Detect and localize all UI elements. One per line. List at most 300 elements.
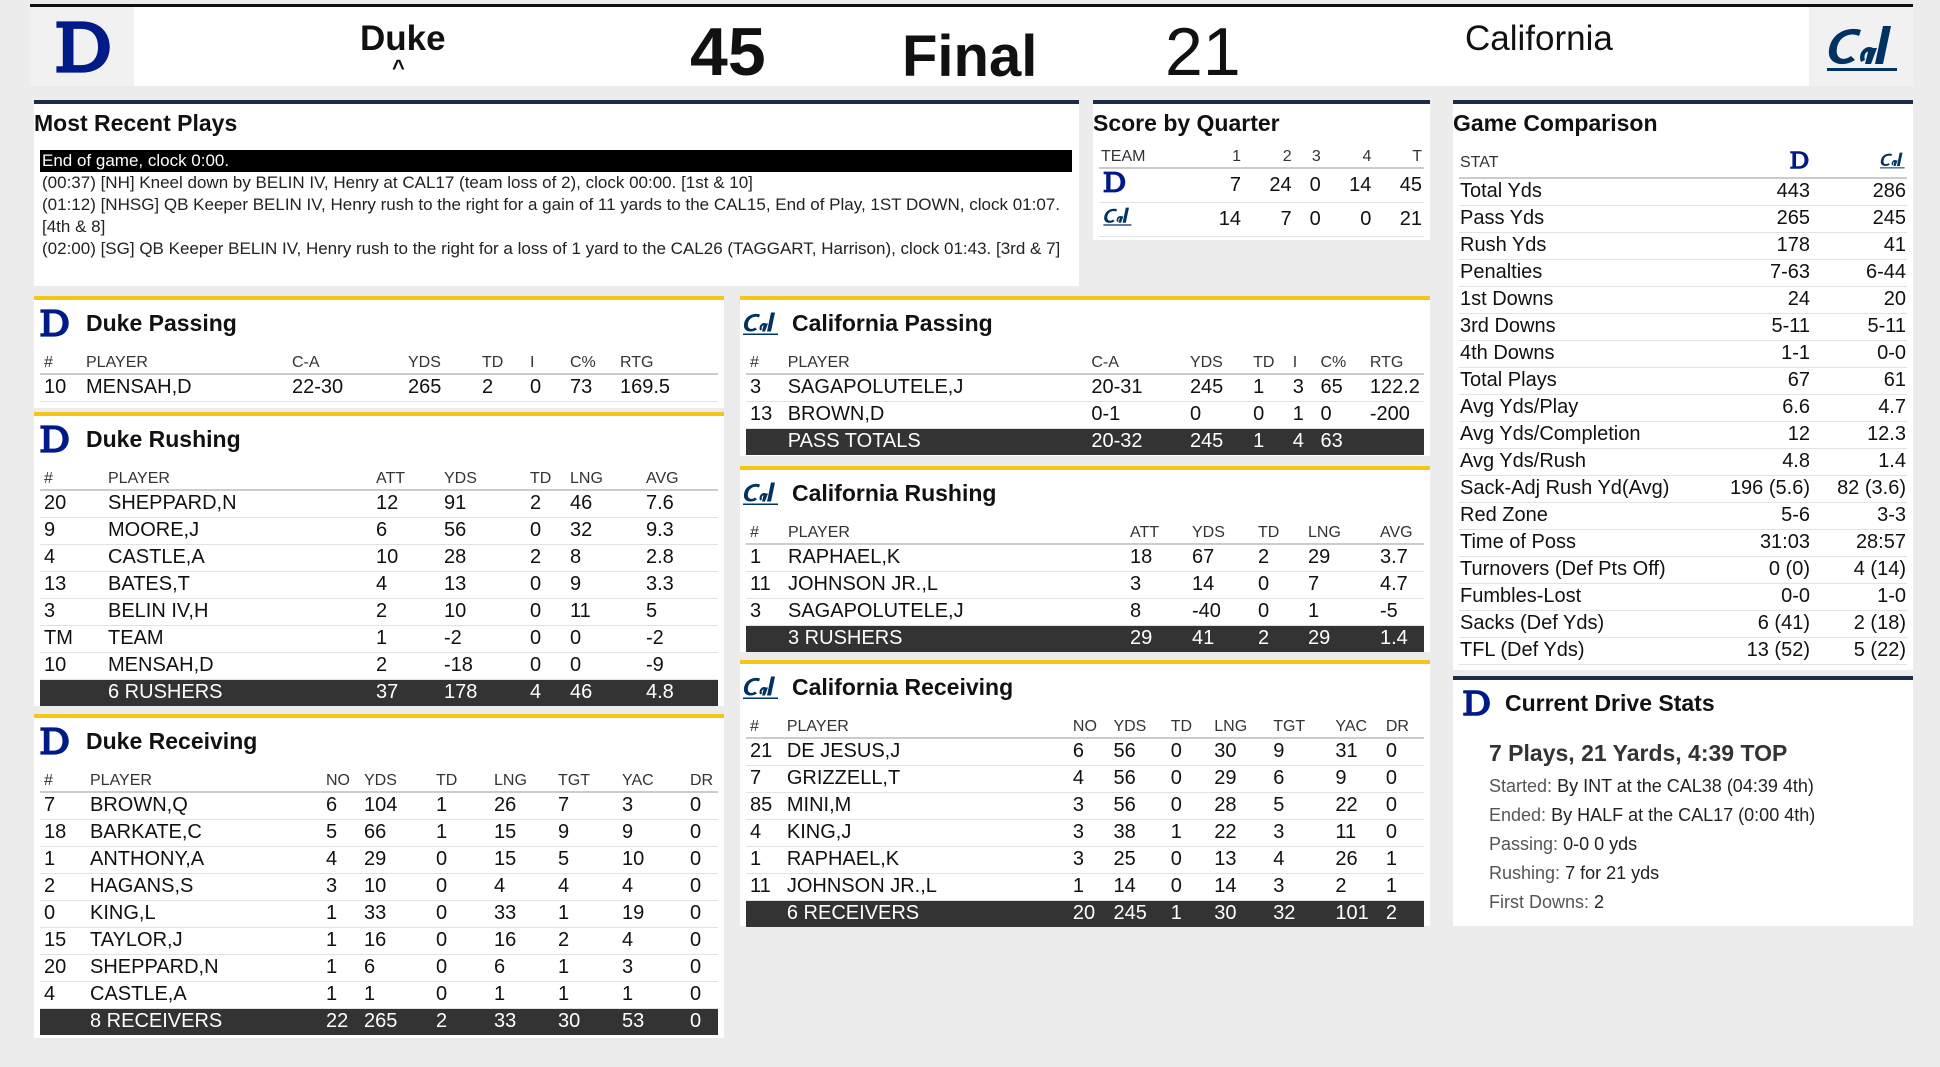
table-cell: 4 (1269, 846, 1331, 873)
table-cell: 1 (554, 900, 618, 927)
table-cell: 16 (490, 927, 554, 954)
table-cell: 1 (432, 792, 490, 819)
table-cell: 3 (1126, 571, 1188, 598)
total-cell: 265 (360, 1008, 432, 1035)
total-cell: 245 (1109, 900, 1166, 927)
col-header: YAC (1331, 716, 1381, 738)
table-row (1459, 178, 1907, 205)
chevron-up-icon[interactable]: ^ (392, 55, 405, 80)
duke-value: 0 (0) (1715, 556, 1811, 583)
total-row (746, 428, 1424, 455)
plays-list (40, 150, 1072, 260)
table-row (40, 571, 718, 598)
score-cell: 0 (1294, 168, 1323, 202)
col-header: TD (432, 770, 490, 792)
table-row (746, 374, 1424, 401)
table-cell: GRIZZELL,T (783, 765, 1069, 792)
total-cell: 1.4 (1376, 625, 1424, 652)
table-cell: -5 (1376, 598, 1424, 625)
table-cell: 5 (1269, 792, 1331, 819)
duke-passing-panel (34, 296, 724, 408)
table-cell: 0 (686, 819, 718, 846)
col-header: # (40, 352, 82, 374)
drive-first-downs (1489, 892, 1604, 913)
cal-script-logo-icon (740, 476, 780, 510)
table-cell: 0 (526, 517, 566, 544)
col-header: # (746, 352, 784, 374)
cal-value: 82 (3.6) (1811, 475, 1907, 502)
table-cell: 4.7 (1376, 571, 1424, 598)
total-cell: 6 RECEIVERS (783, 900, 1069, 927)
table-cell: RAPHAEL,K (784, 544, 1126, 571)
table-cell: 1 (1069, 873, 1110, 900)
cal-value: 6-44 (1811, 259, 1907, 286)
table-cell: 56 (440, 517, 526, 544)
table-row (40, 652, 718, 679)
table-cell: 65 (1316, 374, 1365, 401)
table-cell: 0 (686, 873, 718, 900)
panel-title-text: Duke Receiving (86, 727, 258, 754)
table-cell: 0 (1382, 819, 1424, 846)
stats-table (40, 770, 718, 1035)
total-row (40, 1008, 718, 1035)
scoreboard-header (30, 4, 1913, 90)
table-cell: 3 (1269, 873, 1331, 900)
duke-rushing-panel (34, 412, 724, 706)
team-cell (1099, 168, 1192, 202)
table-row (1459, 421, 1907, 448)
table-cell: 0 (432, 846, 490, 873)
table-cell: 66 (360, 819, 432, 846)
col-header: YDS (1109, 716, 1166, 738)
col-header: LNG (566, 468, 642, 490)
stat-label: 3rd Downs (1459, 313, 1715, 340)
total-cell: 2 (1254, 625, 1304, 652)
cal-value: 12.3 (1811, 421, 1907, 448)
table-cell: 4 (40, 981, 86, 1008)
play-item: End of game, clock 0:00. (40, 150, 1072, 172)
table-cell: 2 (40, 873, 86, 900)
table-cell: 1 (40, 846, 86, 873)
table-row (40, 981, 718, 1008)
table-cell: 0 (432, 927, 490, 954)
table-cell: 0 (1167, 765, 1211, 792)
table-cell: 2 (372, 598, 440, 625)
table-cell: 91 (440, 490, 526, 517)
table-row (1459, 367, 1907, 394)
col-header: 3 (1294, 146, 1323, 168)
table-row (1459, 394, 1907, 421)
table-cell: 3 (618, 954, 686, 981)
table-cell: 9 (1331, 765, 1381, 792)
cal-logo[interactable] (1809, 7, 1913, 86)
stat-label: Time of Poss (1459, 529, 1715, 556)
drive-passing-label: Passing: (1489, 834, 1559, 854)
drive-passing-value: 0-0 0 yds (1563, 834, 1638, 854)
table-cell: 13 (746, 401, 784, 428)
table-cell: 0 (526, 374, 566, 401)
table-cell: 0 (1254, 598, 1304, 625)
table-cell: 7 (554, 792, 618, 819)
total-cell: 41 (1188, 625, 1254, 652)
table-row (1459, 340, 1907, 367)
table-cell: MENSAH,D (82, 374, 288, 401)
table-header-row (746, 716, 1424, 738)
col-header: STAT (1459, 148, 1715, 178)
table-cell: SAGAPOLUTELE,J (784, 374, 1088, 401)
table-cell: 1 (1304, 598, 1376, 625)
table-cell: 4 (554, 873, 618, 900)
team-b-score: 21 (1165, 14, 1241, 90)
table-cell: DE JESUS,J (783, 738, 1069, 765)
stat-label: Total Plays (1459, 367, 1715, 394)
table-cell: 265 (404, 374, 478, 401)
total-cell (746, 900, 783, 927)
most-recent-plays-panel (34, 100, 1079, 286)
col-header-duke (1715, 148, 1811, 178)
duke-logo[interactable] (30, 7, 134, 86)
stat-label: Total Yds (1459, 178, 1715, 205)
total-cell: 245 (1186, 428, 1249, 455)
drive-first-downs-value: 2 (1594, 892, 1605, 912)
col-header: TD (478, 352, 526, 374)
table-cell: 6 (322, 792, 360, 819)
table-cell: 0 (1167, 873, 1211, 900)
duke-value: 196 (5.6) (1715, 475, 1811, 502)
table-row (40, 490, 718, 517)
total-cell: 6 RUSHERS (104, 679, 372, 706)
table-cell: 32 (566, 517, 642, 544)
table-cell: 0 (526, 652, 566, 679)
panel-title: Score by Quarter (1093, 110, 1280, 136)
col-header: AVG (1376, 522, 1424, 544)
col-header: 4 (1323, 146, 1374, 168)
total-cell: 46 (566, 679, 642, 706)
table-cell: 0 (686, 927, 718, 954)
col-header: ATT (372, 468, 440, 490)
cal-rushing-panel (740, 466, 1430, 652)
stat-label: Sack-Adj Rush Yd(Avg) (1459, 475, 1715, 502)
table-row (1459, 556, 1907, 583)
table-row (1099, 202, 1424, 236)
table-cell: 4 (322, 846, 360, 873)
table-row (40, 873, 718, 900)
col-header: C-A (1087, 352, 1186, 374)
team-b-name[interactable]: California (1465, 19, 1613, 58)
table-cell: 10 (372, 544, 440, 571)
table-cell: TEAM (104, 625, 372, 652)
table-cell: -40 (1188, 598, 1254, 625)
total-cell: 178 (440, 679, 526, 706)
table-cell: 1 (322, 900, 360, 927)
panel-title-text: Duke Passing (86, 309, 237, 336)
total-cell: 22 (322, 1008, 360, 1035)
table-cell: 5 (322, 819, 360, 846)
col-header: DR (1382, 716, 1424, 738)
table-cell: 1 (322, 954, 360, 981)
total-row (40, 679, 718, 706)
table-row (40, 625, 718, 652)
team-a-score: 45 (690, 14, 766, 90)
drive-rushing-value: 7 for 21 yds (1565, 863, 1660, 883)
table-cell: JOHNSON JR.,L (783, 873, 1069, 900)
score-cell: 14 (1192, 202, 1243, 236)
table-cell: 7.6 (642, 490, 718, 517)
table-cell: MOORE,J (104, 517, 372, 544)
duke-value: 5-11 (1715, 313, 1811, 340)
col-header: PLAYER (82, 352, 288, 374)
table-cell: 1 (554, 981, 618, 1008)
panel-title (34, 306, 237, 340)
total-cell (40, 679, 104, 706)
table-cell: 29 (1210, 765, 1269, 792)
panel-title-text: California Receiving (792, 673, 1014, 700)
table-cell: KING,L (86, 900, 322, 927)
table-cell: BARKATE,C (86, 819, 322, 846)
table-row (746, 401, 1424, 428)
duke-value: 67 (1715, 367, 1811, 394)
duke-value: 6.6 (1715, 394, 1811, 421)
total-cell: 32 (1269, 900, 1331, 927)
table-cell: -2 (642, 625, 718, 652)
col-header: 2 (1243, 146, 1294, 168)
col-header: PLAYER (784, 522, 1126, 544)
duke-value: 31:03 (1715, 529, 1811, 556)
score-cell: 24 (1243, 168, 1294, 202)
table-cell: 0 (1167, 738, 1211, 765)
table-cell: 0 (40, 900, 86, 927)
table-cell: 10 (440, 598, 526, 625)
table-cell: 4 (490, 873, 554, 900)
table-cell: 0 (686, 954, 718, 981)
table-cell: 14 (1188, 571, 1254, 598)
table-cell: 122.2 (1366, 374, 1424, 401)
drive-rushing-label: Rushing: (1489, 863, 1561, 883)
table-cell: 13 (1210, 846, 1269, 873)
table-cell: 3 (618, 792, 686, 819)
table-row (746, 846, 1424, 873)
total-cell: PASS TOTALS (784, 428, 1088, 455)
col-header: RTG (1366, 352, 1424, 374)
table-cell: 245 (1186, 374, 1249, 401)
table-cell: 29 (1304, 544, 1376, 571)
team-a-name[interactable]: Duke (360, 19, 446, 58)
table-cell: 0 (1382, 765, 1424, 792)
table-row (746, 819, 1424, 846)
score-cell: 7 (1192, 168, 1243, 202)
table-cell: 6 (1069, 738, 1110, 765)
table-cell: 28 (440, 544, 526, 571)
total-cell: 20 (1069, 900, 1110, 927)
drive-started-label: Started: (1489, 776, 1553, 796)
play-item: (00:37) [NH] Kneel down by BELIN IV, Henry at CAL17 (team loss of 2), clock 00:00. [1st & 10] (42, 173, 753, 192)
table-cell: 22 (1210, 819, 1269, 846)
table-cell: 6 (372, 517, 440, 544)
col-header-cal (1811, 148, 1907, 178)
play-item: (01:12) [NHSG] QB Keeper BELIN IV, Henry rush to the right for a gain of 11 yards to the CAL15, End of Play, 1ST DOWN, clock 01:07. [4th & 8] (42, 195, 1060, 236)
table-cell: 1 (746, 544, 784, 571)
table-cell: 0 (686, 981, 718, 1008)
table-cell: 6 (360, 954, 432, 981)
duke-value: 1-1 (1715, 340, 1811, 367)
table-cell: 9 (618, 819, 686, 846)
table-cell: 15 (40, 927, 86, 954)
table-cell: 30 (1210, 738, 1269, 765)
table-row (1459, 313, 1907, 340)
table-cell: 0 (432, 873, 490, 900)
table-cell: BROWN,Q (86, 792, 322, 819)
table-cell: 33 (360, 900, 432, 927)
duke-value: 24 (1715, 286, 1811, 313)
table-cell: 6 (1269, 765, 1331, 792)
table-cell: 3 (40, 598, 104, 625)
panel-title (34, 724, 257, 758)
col-header: ATT (1126, 522, 1188, 544)
col-header: TGT (554, 770, 618, 792)
table-row (1459, 583, 1907, 610)
duke-value: 265 (1715, 205, 1811, 232)
stats-table (40, 352, 718, 402)
current-drive-panel (1453, 676, 1913, 926)
table-cell: 85 (746, 792, 783, 819)
col-header: LNG (490, 770, 554, 792)
table-cell: 1 (1382, 846, 1424, 873)
table-cell: 28 (1210, 792, 1269, 819)
cal-script-logo-icon (1821, 19, 1901, 75)
stat-label: Turnovers (Def Pts Off) (1459, 556, 1715, 583)
stat-label: Pass Yds (1459, 205, 1715, 232)
table-row (1099, 168, 1424, 202)
col-header: LNG (1304, 522, 1376, 544)
col-header: # (40, 770, 86, 792)
table-cell: 5 (642, 598, 718, 625)
cal-value: 4 (14) (1811, 556, 1907, 583)
game-comparison-table (1459, 148, 1907, 665)
table-cell: 0 (526, 571, 566, 598)
total-cell: 8 RECEIVERS (86, 1008, 322, 1035)
table-cell: SHEPPARD,N (86, 954, 322, 981)
duke-d-logo-icon (34, 422, 74, 456)
stat-label: Avg Yds/Play (1459, 394, 1715, 421)
panel-title (34, 422, 241, 456)
table-cell: 0 (1382, 738, 1424, 765)
duke-d-logo-icon (50, 15, 114, 79)
table-cell: 0 (1316, 401, 1365, 428)
table-cell: 31 (1331, 738, 1381, 765)
col-header: # (746, 716, 783, 738)
duke-value: 13 (52) (1715, 637, 1811, 664)
total-cell (40, 1008, 86, 1035)
total-cell: 29 (1304, 625, 1376, 652)
table-cell: 11 (746, 873, 783, 900)
drive-rushing (1489, 863, 1659, 884)
total-cell: 53 (618, 1008, 686, 1035)
panel-title (740, 476, 996, 510)
cal-value: 245 (1811, 205, 1907, 232)
table-cell: 9 (554, 819, 618, 846)
table-cell: 22 (1331, 792, 1381, 819)
table-cell: BROWN,D (784, 401, 1088, 428)
cal-script-logo-icon (1878, 150, 1906, 170)
table-row (40, 846, 718, 873)
table-cell: CASTLE,A (86, 981, 322, 1008)
stat-label: TFL (Def Yds) (1459, 637, 1715, 664)
table-cell: 1 (360, 981, 432, 1008)
table-cell: 3 (746, 374, 784, 401)
total-cell (746, 625, 784, 652)
table-cell: 21 (746, 738, 783, 765)
table-row (40, 819, 718, 846)
table-cell: 26 (1331, 846, 1381, 873)
table-cell: 9 (40, 517, 104, 544)
stat-label: Penalties (1459, 259, 1715, 286)
panel-title-text: California Passing (792, 309, 993, 336)
table-cell: 11 (1331, 819, 1381, 846)
cal-value: 5-11 (1811, 313, 1907, 340)
table-cell: 67 (1188, 544, 1254, 571)
col-header: TEAM (1099, 146, 1192, 168)
table-cell: -9 (642, 652, 718, 679)
panel-title (1459, 686, 1715, 720)
col-header: C% (1316, 352, 1365, 374)
table-cell: 2 (1331, 873, 1381, 900)
table-row (1459, 529, 1907, 556)
cal-value: 41 (1811, 232, 1907, 259)
panel-title (740, 670, 1013, 704)
table-cell: 2 (526, 490, 566, 517)
table-cell: 4 (40, 544, 104, 571)
table-cell: HAGANS,S (86, 873, 322, 900)
cal-value: 1-0 (1811, 583, 1907, 610)
table-cell: 3.7 (1376, 544, 1424, 571)
table-cell: 8 (1126, 598, 1188, 625)
col-header: NO (322, 770, 360, 792)
table-cell: -18 (440, 652, 526, 679)
table-cell: 1 (322, 927, 360, 954)
panel-title: Most Recent Plays (34, 110, 238, 136)
drive-headline: 7 Plays, 21 Yards, 4:39 TOP (1489, 740, 1788, 766)
table-row (40, 927, 718, 954)
stat-label: Fumbles-Lost (1459, 583, 1715, 610)
total-row (746, 625, 1424, 652)
total-cell: 20-32 (1087, 428, 1186, 455)
duke-d-logo-icon (1101, 169, 1127, 195)
col-header: YDS (360, 770, 432, 792)
stat-label: Avg Yds/Completion (1459, 421, 1715, 448)
table-cell: 20 (40, 954, 86, 981)
game-status: Final (902, 24, 1038, 89)
table-row (746, 544, 1424, 571)
table-cell: 169.5 (616, 374, 718, 401)
duke-receiving-panel (34, 714, 724, 1038)
table-cell: TAYLOR,J (86, 927, 322, 954)
table-cell: 22-30 (288, 374, 404, 401)
cal-value: 0-0 (1811, 340, 1907, 367)
drive-started-value: By INT at the CAL38 (04:39 4th) (1557, 776, 1814, 796)
table-cell: 20-31 (1087, 374, 1186, 401)
col-header: AVG (642, 468, 718, 490)
table-cell: 73 (566, 374, 616, 401)
stats-table (746, 352, 1424, 455)
panel-title (740, 306, 993, 340)
table-cell: 1 (372, 625, 440, 652)
table-cell: 0 (1167, 792, 1211, 819)
table-cell: 10 (40, 652, 104, 679)
table-cell: 2 (372, 652, 440, 679)
stat-label: Sacks (Def Yds) (1459, 610, 1715, 637)
table-cell: 6 (490, 954, 554, 981)
table-cell: 2 (1254, 544, 1304, 571)
